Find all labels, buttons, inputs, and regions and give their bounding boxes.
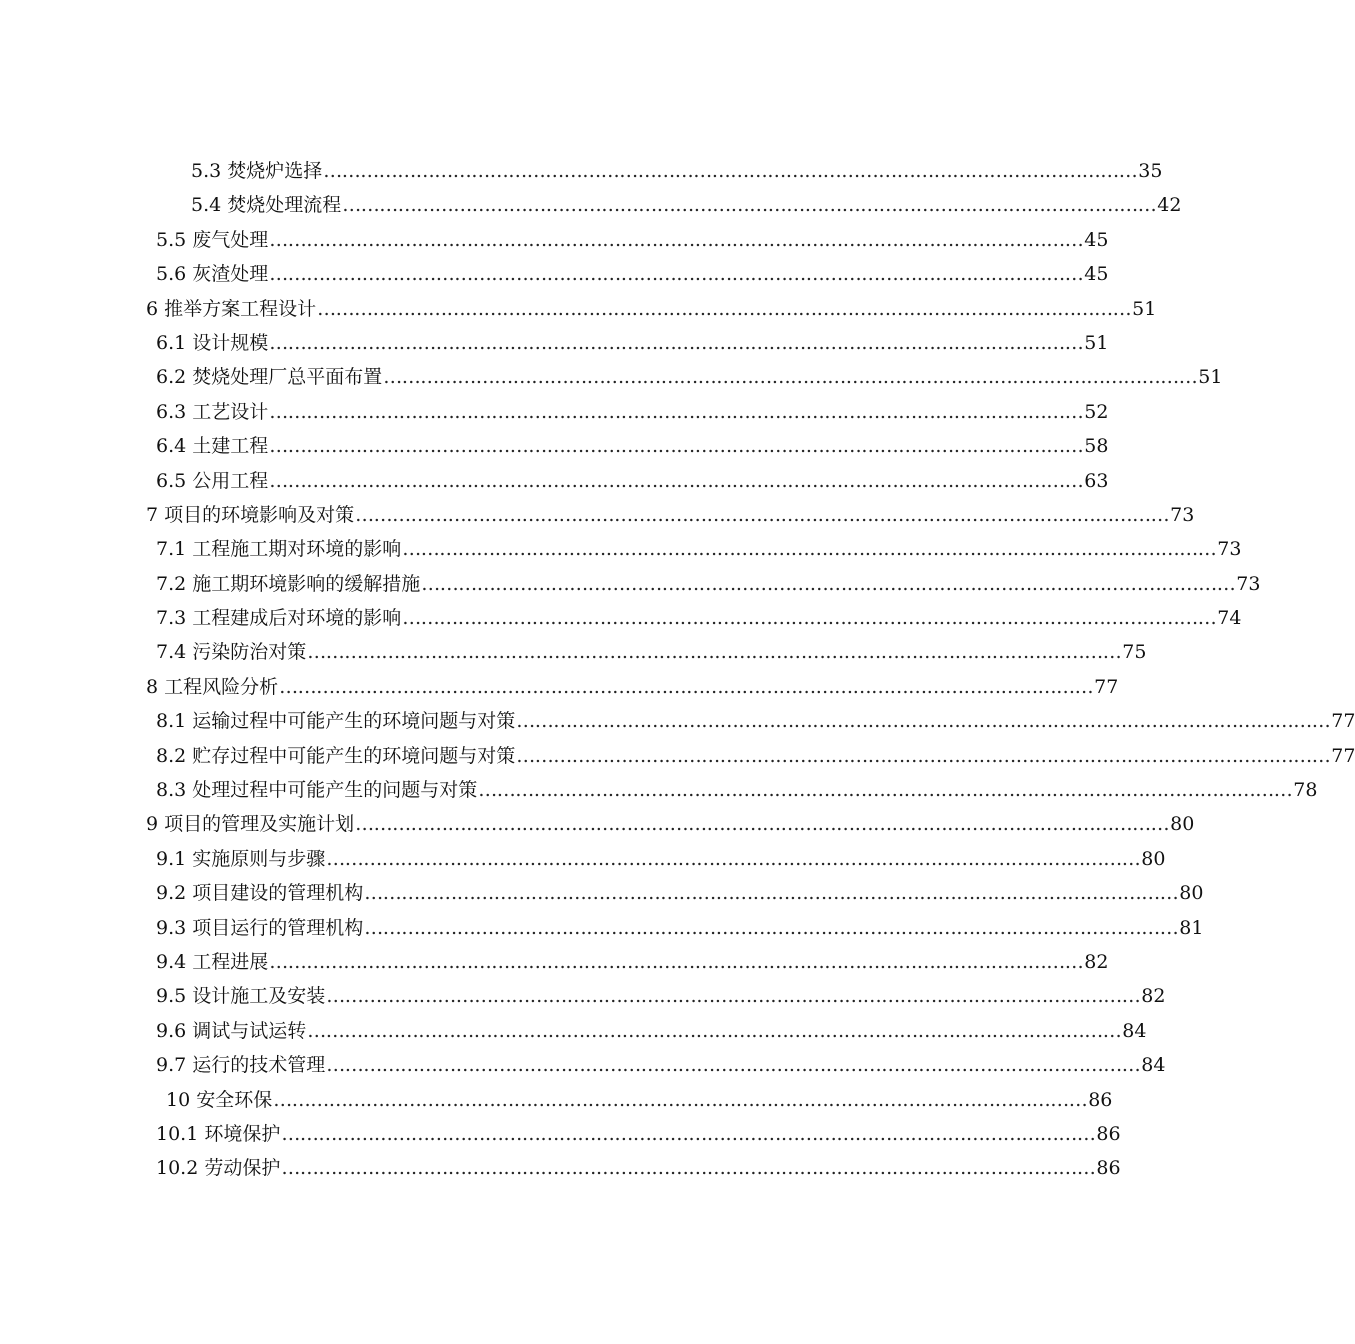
toc-dot-leader: …………………………………………………………………………………………………………………… xyxy=(516,744,1331,767)
toc-entry[interactable] xyxy=(0,670,1119,704)
toc-dot-leader: …………………………………………………………………………………………………………………… xyxy=(269,331,1084,354)
toc-entry-title: 9.2 项目建设的管理机构 xyxy=(156,882,364,905)
toc-entry-page: 78 xyxy=(1293,779,1318,802)
toc-dot-leader: …………………………………………………………………………………………………………………… xyxy=(307,1019,1122,1042)
toc-dot-leader: …………………………………………………………………………………………………………………… xyxy=(402,607,1217,630)
toc-entry[interactable] xyxy=(0,567,1261,601)
toc-dot-leader: …………………………………………………………………………………………………………………… xyxy=(317,297,1132,320)
toc-entry-page: 82 xyxy=(1084,950,1109,973)
toc-entry-title: 10.1 环境保护 xyxy=(156,1122,281,1145)
toc-entry[interactable] xyxy=(0,945,1109,979)
toc-entry-page: 80 xyxy=(1141,847,1166,870)
toc-entry-title: 9.3 项目运行的管理机构 xyxy=(156,916,364,939)
toc-entry-title: 5.3 焚烧炉选择 xyxy=(191,160,323,182)
toc-entry-page: 84 xyxy=(1141,1054,1166,1077)
toc-entry[interactable] xyxy=(0,773,1318,807)
toc-entry-page: 52 xyxy=(1084,400,1109,423)
toc-dot-leader: …………………………………………………………………………………………………………………… xyxy=(269,228,1084,251)
toc-entry[interactable] xyxy=(0,395,1109,429)
toc-entry[interactable] xyxy=(0,842,1166,876)
toc-entry-title: 8.3 处理过程中可能产生的问题与对策 xyxy=(156,779,478,802)
toc-entry-page: 58 xyxy=(1084,435,1109,458)
toc-entry[interactable] xyxy=(0,464,1109,498)
toc-dot-leader: …………………………………………………………………………………………………………………… xyxy=(281,1157,1096,1180)
toc-dot-leader: …………………………………………………………………………………………………………………… xyxy=(269,400,1084,423)
toc-entry[interactable] xyxy=(0,704,1355,738)
toc-entry[interactable] xyxy=(0,532,1242,566)
toc-entry-title: 6.1 设计规模 xyxy=(156,331,269,354)
toc-entry-title: 5.6 灰渣处理 xyxy=(156,263,269,286)
toc-entry-page: 51 xyxy=(1132,297,1157,320)
toc-entry[interactable] xyxy=(0,188,1182,222)
toc-entry-page: 86 xyxy=(1088,1088,1113,1111)
toc-entry[interactable] xyxy=(0,1117,1121,1151)
toc-dot-leader: …………………………………………………………………………………………………………………… xyxy=(516,710,1331,733)
toc-entry[interactable] xyxy=(0,257,1109,291)
toc-entry[interactable] xyxy=(0,154,1163,188)
toc-entry-title: 10.2 劳动保护 xyxy=(156,1157,281,1180)
toc-entry-title: 9.1 实施原则与步骤 xyxy=(156,847,326,870)
toc-entry-title: 6.2 焚烧处理厂总平面布置 xyxy=(156,366,383,389)
toc-entry-page: 51 xyxy=(1084,331,1109,354)
toc-dot-leader: …………………………………………………………………………………………………………………… xyxy=(323,160,1138,182)
toc-entry-title: 9.5 设计施工及安装 xyxy=(156,985,326,1008)
toc-entry-title: 9.6 调试与试运转 xyxy=(156,1019,307,1042)
toc-entry-title: 7.1 工程施工期对环境的影响 xyxy=(156,538,402,561)
toc-dot-leader: …………………………………………………………………………………………………………………… xyxy=(281,1122,1096,1145)
toc-entry-page: 45 xyxy=(1084,263,1109,286)
toc-entry-page: 77 xyxy=(1331,710,1355,733)
toc-entry-page: 73 xyxy=(1236,572,1261,595)
toc-entry-title: 6.5 公用工程 xyxy=(156,469,269,492)
toc-entry[interactable] xyxy=(0,223,1109,257)
toc-entry-page: 86 xyxy=(1096,1122,1121,1145)
toc-dot-leader: …………………………………………………………………………………………………………………… xyxy=(326,1054,1141,1077)
toc-dot-leader: …………………………………………………………………………………………………………………… xyxy=(269,435,1084,458)
toc-entry[interactable] xyxy=(0,360,1223,394)
toc-entry-title: 5.4 焚烧处理流程 xyxy=(191,194,342,217)
toc-entry-page: 73 xyxy=(1217,538,1242,561)
toc-entry-page: 74 xyxy=(1217,607,1242,630)
toc-entry-page: 80 xyxy=(1179,882,1204,905)
toc-entry-title: 9.7 运行的技术管理 xyxy=(156,1054,326,1077)
toc-entry[interactable] xyxy=(0,1014,1147,1048)
toc-dot-leader: …………………………………………………………………………………………………………………… xyxy=(273,1088,1088,1111)
toc-entry[interactable] xyxy=(0,739,1355,773)
toc-dot-leader: …………………………………………………………………………………………………………………… xyxy=(478,779,1293,802)
toc-entry-title: 8.2 贮存过程中可能产生的环境问题与对策 xyxy=(156,744,516,767)
toc-dot-leader: …………………………………………………………………………………………………………………… xyxy=(402,538,1217,561)
toc-entry-page: 81 xyxy=(1179,916,1204,939)
toc-entry[interactable] xyxy=(0,979,1166,1013)
toc-dot-leader: …………………………………………………………………………………………………………………… xyxy=(269,950,1084,973)
toc-dot-leader: …………………………………………………………………………………………………………………… xyxy=(326,847,1141,870)
toc-entry[interactable] xyxy=(0,1048,1166,1082)
toc-entry[interactable] xyxy=(0,326,1109,360)
toc-dot-leader: …………………………………………………………………………………………………………………… xyxy=(326,985,1141,1008)
toc-entry[interactable] xyxy=(0,292,1157,326)
toc-dot-leader: …………………………………………………………………………………………………………………… xyxy=(342,194,1157,217)
toc-entry-title: 7.4 污染防治对策 xyxy=(156,641,307,664)
toc-entry[interactable] xyxy=(0,635,1147,669)
toc-entry-title: 6.3 工艺设计 xyxy=(156,400,269,423)
toc-entry-page: 63 xyxy=(1084,469,1109,492)
toc-entry-title: 9 项目的管理及实施计划 xyxy=(146,813,355,836)
toc-entry-title: 7.3 工程建成后对环境的影响 xyxy=(156,607,402,630)
toc-entry-title: 6.4 土建工程 xyxy=(156,435,269,458)
toc-dot-leader: …………………………………………………………………………………………………………………… xyxy=(279,675,1094,698)
toc-entry[interactable] xyxy=(0,429,1109,463)
toc-entry-page: 42 xyxy=(1157,194,1182,217)
toc-entry[interactable] xyxy=(0,1151,1121,1185)
toc-entry-page: 73 xyxy=(1170,503,1195,526)
toc-entry-page: 80 xyxy=(1170,813,1195,836)
toc-entry-page: 45 xyxy=(1084,228,1109,251)
toc-dot-leader: …………………………………………………………………………………………………………………… xyxy=(307,641,1122,664)
toc-entry-page: 84 xyxy=(1122,1019,1147,1042)
toc-entry-title: 8.1 运输过程中可能产生的环境问题与对策 xyxy=(156,710,516,733)
toc-entry[interactable] xyxy=(0,498,1195,532)
toc-entry-page: 77 xyxy=(1094,675,1119,698)
toc-entry[interactable] xyxy=(0,807,1195,841)
toc-entry-title: 9.4 工程进展 xyxy=(156,950,269,973)
toc-entry-page: 35 xyxy=(1138,160,1163,182)
toc-entry-page: 51 xyxy=(1198,366,1223,389)
toc-entry[interactable] xyxy=(0,1083,1113,1117)
toc-entry[interactable] xyxy=(0,601,1242,635)
toc-entry-title: 7.2 施工期环境影响的缓解措施 xyxy=(156,572,421,595)
toc-dot-leader: …………………………………………………………………………………………………………………… xyxy=(269,469,1084,492)
toc-entry-title: 8 工程风险分析 xyxy=(146,675,279,698)
toc-dot-leader: …………………………………………………………………………………………………………………… xyxy=(383,366,1198,389)
toc-dot-leader: …………………………………………………………………………………………………………………… xyxy=(364,916,1179,939)
toc-entry-page: 77 xyxy=(1331,744,1355,767)
toc-dot-leader: …………………………………………………………………………………………………………………… xyxy=(269,263,1084,286)
toc-dot-leader: …………………………………………………………………………………………………………………… xyxy=(421,572,1236,595)
toc-entry-page: 82 xyxy=(1141,985,1166,1008)
toc-entry-title: 10 安全环保 xyxy=(166,1088,273,1111)
toc-entry-page: 86 xyxy=(1096,1157,1121,1180)
toc-entry-title: 7 项目的环境影响及对策 xyxy=(146,503,355,526)
toc-entry[interactable] xyxy=(0,911,1204,945)
toc-entry-page: 75 xyxy=(1122,641,1147,664)
table-of-contents xyxy=(0,154,1355,1186)
toc-dot-leader: …………………………………………………………………………………………………………………… xyxy=(355,813,1170,836)
toc-dot-leader: …………………………………………………………………………………………………………………… xyxy=(364,882,1179,905)
toc-dot-leader: …………………………………………………………………………………………………………………… xyxy=(355,503,1170,526)
toc-entry[interactable] xyxy=(0,876,1204,910)
toc-entry-title: 5.5 废气处理 xyxy=(156,228,269,251)
toc-entry-title: 6 推举方案工程设计 xyxy=(146,297,317,320)
